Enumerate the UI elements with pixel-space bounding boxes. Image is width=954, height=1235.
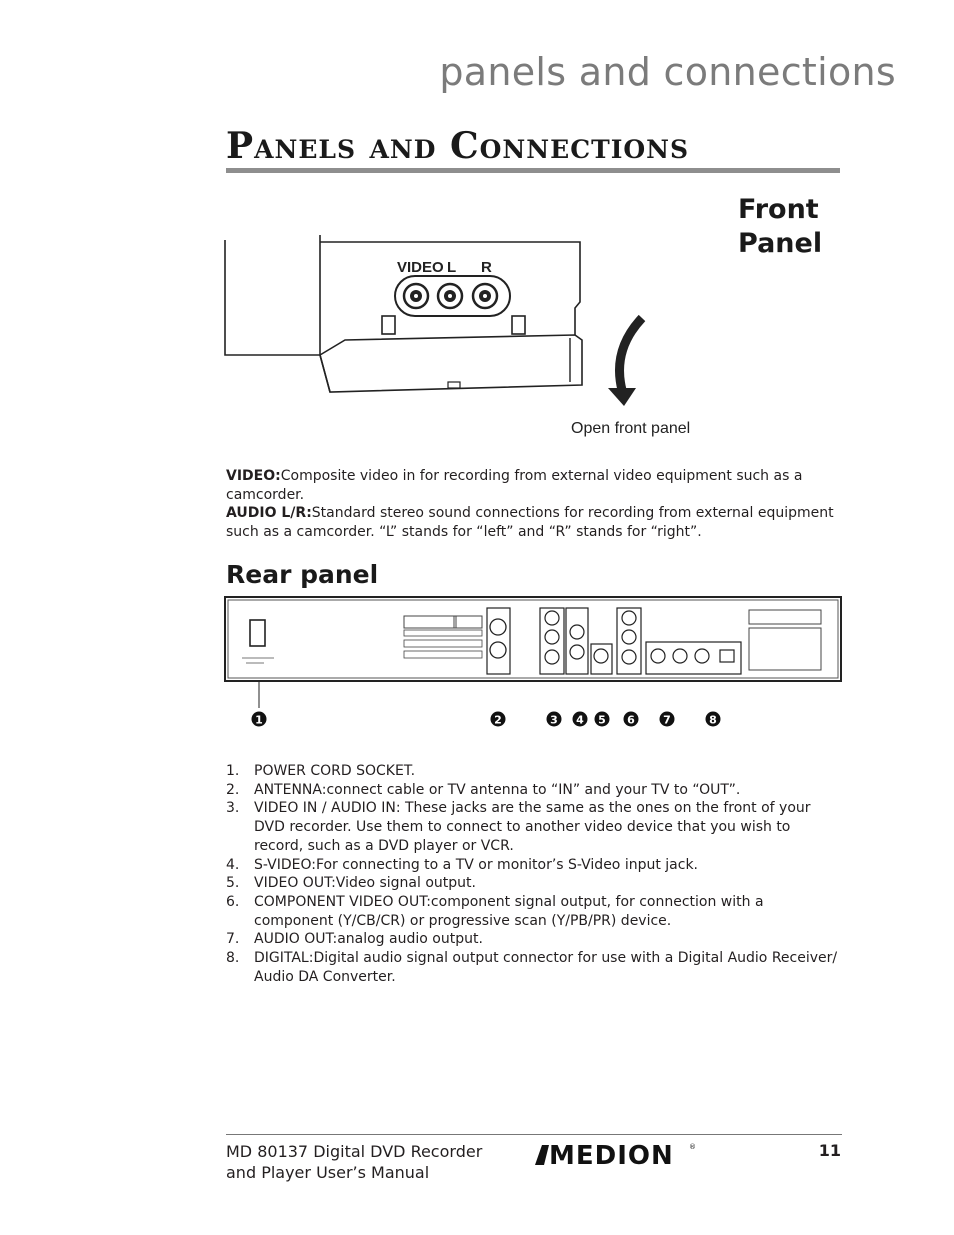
list-item-text: VIDEO IN / AUDIO IN: These jacks are the same as the ones on the front of your DVD recorder. Use them to connect to another video device that you wish to record, such as a DVD player or VCR. — [254, 800, 811, 854]
audio-description — [226, 504, 840, 541]
running-header: panels and connections — [439, 50, 896, 94]
list-item-number: 4. — [226, 856, 240, 873]
list-item-text: COMPONENT VIDEO OUT:component signal output, for connection with a component (Y/CB/CR) or progressive scan (Y/PB/PR) device. — [254, 893, 764, 929]
hinge-right — [512, 316, 525, 334]
video-description — [226, 467, 840, 504]
list-item — [226, 856, 840, 875]
list-item-text: S-VIDEO:For connecting to a TV or monitor’s S-Video input jack. — [254, 856, 699, 873]
page-number: 11 — [818, 1141, 841, 1160]
list-item-number: 6. — [226, 893, 240, 910]
front-panel-heading-line1: Front — [738, 194, 819, 225]
callout-number: 8 — [709, 713, 717, 727]
video-jack — [404, 284, 428, 308]
list-item-text: VIDEO OUT:Video signal output. — [254, 875, 476, 892]
callout-number: 7 — [663, 713, 671, 727]
list-item — [226, 893, 840, 930]
callout-number: 6 — [627, 713, 635, 727]
audio-text: Standard stereo sound connections for recording from external equipment such as a camcorder. “L” stands for “left” and “R” stands for “right”. — [226, 505, 834, 541]
open-arrow-head-icon — [608, 388, 636, 406]
medion-logo — [533, 1139, 698, 1169]
warning-text-block-2 — [404, 640, 482, 647]
open-front-panel-caption: Open front panel — [571, 420, 691, 437]
registered-mark: ® — [689, 1143, 696, 1151]
video-term: VIDEO: — [226, 468, 281, 484]
front-panel-descriptions — [226, 467, 840, 542]
list-item-text: ANTENNA:connect cable or TV antenna to “IN” and your TV to “OUT”. — [254, 781, 741, 798]
list-item — [226, 949, 840, 986]
rear-panel-illustration — [222, 594, 844, 734]
front-panel-heading-line2: Panel — [738, 228, 823, 259]
callout-number: 3 — [550, 713, 558, 727]
rear-panel-list — [226, 762, 840, 986]
callout-number: 2 — [494, 713, 502, 727]
medion-wordmark: MEDION — [549, 1141, 674, 1169]
list-item — [226, 874, 840, 893]
front-panel-heading — [738, 193, 838, 261]
section-title: Panels and Connections — [226, 125, 690, 167]
rear-panel-heading: Rear panel — [226, 560, 379, 589]
list-item — [226, 799, 840, 855]
jack-label-video: VIDEO — [397, 259, 444, 276]
hinge-left — [382, 316, 395, 334]
callout-number: 5 — [598, 713, 606, 727]
footer-manual-line1: MD 80137 Digital DVD Recorder — [226, 1142, 483, 1161]
list-item-number: 7. — [226, 931, 240, 948]
warning-text-block-3 — [404, 651, 482, 658]
audio-term: AUDIO L/R: — [226, 505, 312, 522]
list-item-text: DIGITAL:Digital audio signal output connector for use with a Digital Audio Receiver/ Audio DA Converter. — [254, 950, 838, 985]
list-item-number: 5. — [226, 875, 240, 892]
panel-left-edge — [225, 240, 320, 355]
open-arrow-icon — [620, 318, 643, 390]
audio-right-jack — [473, 284, 497, 308]
video-text: Composite video in for recording from external video equipment such as a camcorder. — [226, 468, 803, 503]
list-item-text: AUDIO OUT:analog audio output. — [254, 931, 483, 948]
jack-label-left: L — [447, 259, 457, 276]
warning-text-block — [404, 630, 482, 636]
list-item — [226, 781, 840, 800]
list-item-number: 8. — [226, 950, 240, 967]
list-item-text: POWER CORD SOCKET. — [254, 763, 416, 779]
footer-manual-line2: and Player User’s Manual — [226, 1163, 430, 1182]
power-socket — [250, 620, 265, 646]
list-item — [226, 930, 840, 949]
list-item-number: 2. — [226, 781, 240, 798]
title-underline — [226, 168, 840, 173]
callout-markers — [252, 712, 721, 727]
callout-number: 4 — [576, 713, 584, 727]
list-item-number: 3. — [226, 800, 240, 817]
front-panel-illustration — [220, 230, 740, 445]
list-item-number: 1. — [226, 763, 240, 779]
jack-label-right: R — [481, 259, 492, 276]
list-item — [226, 762, 840, 781]
footer-manual-title — [226, 1141, 482, 1183]
front-door — [320, 335, 582, 392]
callout-number: 1 — [255, 713, 263, 727]
audio-left-jack — [438, 284, 462, 308]
footer-rule — [226, 1134, 842, 1135]
